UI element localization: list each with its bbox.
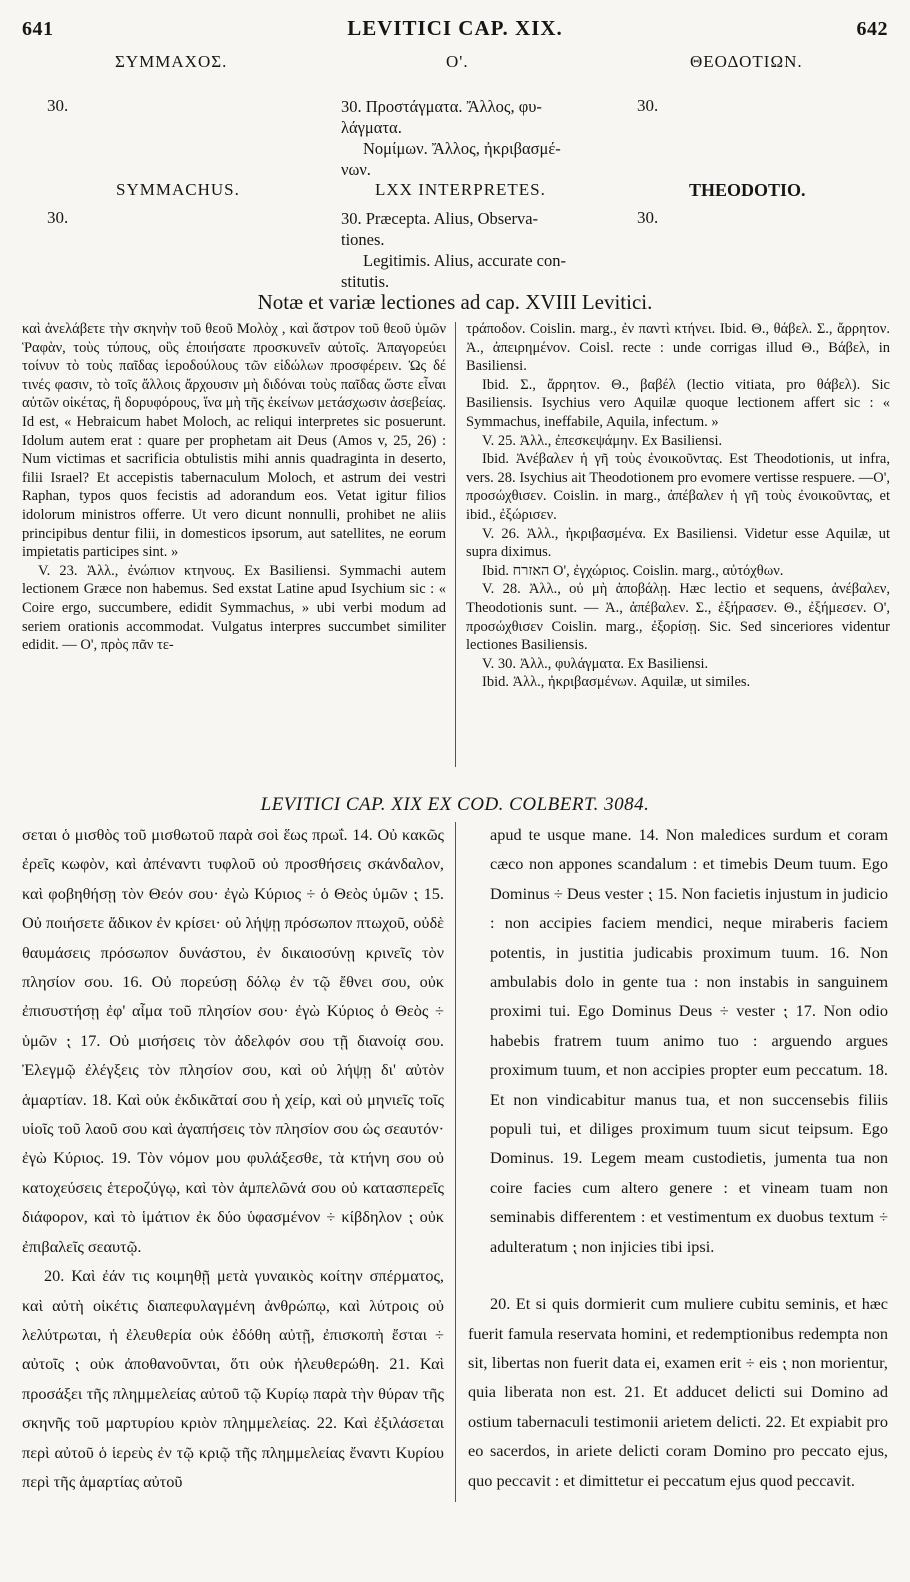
note-paragraph: Ibid. Σ., ἄρρητον. Θ., βαβέλ (lectio vitiata, pro θάβελ). Sic Basiliensis. Isychius vero Aquilæ quoque lectionem affert sic : « Symmachus, ineffabile, Aquila, infectum. »	[466, 376, 890, 430]
hexa-line: 30. Præcepta. Alius, Observa-	[341, 209, 539, 228]
colbert-title: LEVITICI CAP. XIX EX COD. COLBERT. 3084.	[260, 794, 650, 815]
greek-head-theodotion: ΘΕΟΔΟΤΙΩΝ.	[690, 52, 803, 71]
notes-column-divider	[455, 322, 456, 767]
hexa-line: λάγματα.	[341, 118, 402, 137]
note-paragraph: V. 25. Ἀλλ., ἐπεσκεψάμην. Ex Basiliensi.	[482, 432, 723, 449]
greek-head-symmachus: ΣΥΜΜΑΧΟΣ.	[115, 52, 228, 71]
greek-verse-num-symmachus: 30.	[47, 96, 69, 115]
greek-paragraph: 20. Καὶ ἐάν τις κοιμηθῇ μετὰ γυναικὸς κοίτην σπέρματος, καὶ αὐτὴ οἰκέτις διαπεφυλαγμένη ἀνθρώπῳ, καὶ λύτροις οὐ λελύτρωται, ἡ ἐλευθερία οὐκ ἐδόθη αὐτῇ, ἐπισκοπὴ ἔσται ÷ αὐτοῖς ⁏ οὐκ ἀποθανοῦνται, ὅτι οὐκ ἠλευθερώθη. 21. Καὶ προσάξει τῆς πλημμελείας αὐτοῦ τῷ Κυρίῳ παρὰ τὴν θύραν τῆς σκηνῆς τοῦ μαρτυρίου κριὸν πλημμελείας. 22. Καὶ ἐξιλάσεται περὶ αὐτοῦ ὁ ἱερεὺς ἐν τῷ κριῷ τῆς πλημμελείας ἔναντι Κυρίου περὶ τῆς ἁμαρτίας αὐτοῦ	[22, 1266, 444, 1491]
note-paragraph: καὶ ἀνελάβετε τὴν σκηνὴν τοῦ θεοῦ Μολὸχ , καὶ ἄστρον τοῦ θεοῦ ὑμῶν Ῥαφὰν, τοὺς τύπους, οὓς ἐποιήσατε προσκυνεῖν αὐτοῖς. Ἀπαγορεύει τοίνυν τὸ τοὺς παῖδας ἱεροδούλους τῶν εἰδώλων προσφέρειν. Ὡς δέ τινές φασιν, τὸ τοῖς ἄλλοις ἄρχουσιν μὴ διδόναι τοὺς παῖδας ὥστε εἶναι αὐτῶν οἰκέτας, ἢ δορυφόρους, ἵνα μὴ τῆς ἐκείνων μετάσχωσιν ἀσεβείας. Id est, « Hebraicum habet Moloch, ac reliqui interpretes sic posuerunt. Idolum autem erat : quare per prophetam ait Deus (Amos v, 25, 26) : Num victimas et sacrificia obtulistis mihi annis quadraginta in deserto, filii Israel? Et accepistis tabernaculum Moloch, et astrum dei vestri Raphan, typos quos fecistis ad adorandum eos. Vetat igitur filios idolorum ministros offerre. Ut vero dicunt nonnulli, prohibet ne aliis principibus dentur filii, in domesticos ipsorum, aut satellites, ne eorum impietatis participes sint. »	[22, 321, 446, 561]
greek-paragraph: σεται ὁ μισθὸς τοῦ μισθωτοῦ παρὰ σοὶ ἕως πρωΐ. 14. Οὐ κακῶς ἐρεῖς κωφὸν, καὶ ἀπέναντι τυφλοῦ οὐ προσθήσεις σκάνδαλον, καὶ φοβηθήσῃ τὸν Θεόν σου· ἐγὼ Κύριος ÷ ὁ Θεὸς ὑμῶν ⁏ 15. Οὐ ποιήσετε ἄδικον ἐν κρίσει· οὐ λήψῃ πρόσωπον πτωχοῦ, οὐδὲ θαυμάσεις πρόσωπον δυνάστου, ἐν δικαιοσύνῃ κρινεῖς τὸν πλησίον σου. 16. Οὐ πορεύσῃ δόλῳ ἐν τῷ ἔθνει σου, οὐκ ἐπισυστήσῃ ἐφ' αἷμα τοῦ πλησίον σου· ἐγὼ Κύριος ὁ Θεὸς ÷ ὑμῶν ⁏ 17. Οὐ μισήσεις τὸν ἀδελφόν σου τῇ διανοίᾳ σου. Ἐλεγμῷ ἐλέγξεις τὸν πλησίον σου, καὶ οὐ λήψῃ δι' αὐτὸν ἁμαρτίαν. 18. Καὶ οὐκ ἐκδικᾶταί σου ἡ χείρ, καὶ οὐ μηνιεῖς τοῖς υἱοῖς τοῦ λαοῦ σου καὶ ἀγαπήσεις τὸν πλησίον σου ὡς σεαυτόν· ἐγὼ Κύριος. 19. Τὸν νόμον μου φυλάξεσθε, τὰ κτήνη σου οὐ κατοχεύσεις ἑτεροζύγῳ, καὶ τὸν ἀμπελῶνά σου οὐ κατασπερεῖς διάφορον, καὶ τὸ ἱμάτιον ἐκ δύο ὑφασμένον ÷ κίβδηλον ⁏ οὐκ ἐπιβαλεῖς σεαυτῷ.	[22, 825, 444, 1256]
colbert-column-divider	[455, 822, 456, 1502]
hexa-line: Νομίμων. Ἄλλος, ἠκριβασμέ-	[363, 139, 561, 158]
hexa-line: νων.	[341, 160, 371, 179]
latin-paragraph: apud te usque mane. 14. Non maledices surdum et coram cæco non appones scandalum : et timebis Deum tuum. Ego Dominus ÷ Deus vester ⁏ 15. Non facietis injustum in judicio : non accipies faciem mendici, neque miraberis faciem potentis, in justitia judicabis proximum tuum. 16. Non ambulabis dolo in gente tua : non instabis in sanguinem proximi tui. Ego Dominus Deus ÷ vester ⁏ 17. Non odio habebis fratrem tuum animo tuo : arguendo argues proximum tuum, et non accipies propter eum peccatum. 18. Et non vindicabitur manus tua, et non succensebis filiis populi tui, et diliges proximum tuum sicut teipsum. Ego Dominus. 19. Legem meam custodietis, jumenta tua non coire facies cum altero genere : et vineam tuam non seminabis differentem : et vestimentum ex duobus textum ÷ adulteratum ⁏ non injicies tibi ipsi.	[490, 825, 888, 1256]
note-paragraph: Ibid. האזרח Ο', ἐγχώριος. Coislin. marg., αὐτόχθων.	[482, 562, 784, 579]
latin-head-lxx: LXX INTERPRETES.	[375, 180, 546, 199]
notes-title: Notæ et variæ lectiones ad cap. XVIII Levitici.	[257, 290, 653, 314]
page-number-left: 641	[22, 18, 54, 40]
note-paragraph: V. 26. Ἀλλ., ἠκριβασμένα. Ex Basiliensi. Videtur esse Aquilæ, ut supra diximus.	[466, 525, 890, 561]
latin-head-theodotion: THEODOTIO.	[689, 180, 806, 200]
latin-head-symmachus: SYMMACHUS.	[116, 180, 240, 199]
latin-paragraph: 20. Et si quis dormierit cum muliere cubitu seminis, et hæc fuerit famula reservata homini, et redemptionibus redempta non sit, libertas non fuerit data ei, examen erit ÷ eis ⁏ non morientur, quia liberata non est. 21. Et adducet delicti sui Domino ad ostium tabernaculi testimonii arietem delicti. 22. Et expiabit pro eo sacerdos, in ariete delicti coram Domino pro peccato ejus, quo peccavit : et dimittetur ei peccatum ejus quod peccavit.	[468, 1294, 888, 1490]
note-paragraph: V. 30. Ἀλλ., φυλάγματα. Ex Basiliensi.	[482, 655, 709, 672]
greek-lxx-text	[341, 96, 601, 180]
hexa-line: Legitimis. Alius, accurate con-	[363, 251, 566, 270]
latin-lxx-text	[341, 208, 601, 292]
greek-head-lxx: Ο'.	[446, 52, 469, 71]
running-title: LEVITICI CAP. XIX.	[347, 16, 563, 40]
latin-verse-num-symmachus: 30.	[47, 208, 69, 227]
page-number-right: 642	[856, 18, 888, 40]
latin-verse-num-theodotion: 30.	[637, 208, 659, 227]
colbert-greek-column	[22, 820, 444, 1496]
note-paragraph: V. 23. Ἀλλ., ἐνώπιον κτηνους. Ex Basiliensi. Symmachi autem lectionem Græce non habemus. Sed exstat Latine apud Isychium sic : « Coire ergo, succumbere, edidit Symmachus, » ubi verbi modum ad seriem orationis accommodat. Vulgatus interpres succumbet similiter edidit. — Ο', πρὸς πᾶν τε-	[22, 562, 446, 654]
notes-left-column	[22, 320, 446, 655]
hexa-line: 30. Προστάγματα. Ἄλλος, φυ-	[341, 97, 542, 116]
hexa-line: tiones.	[341, 230, 385, 249]
hexa-line: stitutis.	[341, 272, 390, 291]
note-paragraph: τράποδον. Coislin. marg., ἐν παντὶ κτήνει. Ibid. Θ., θάβελ. Σ., ἄρρητον. Ἀ., ἀπειρημένον. Coisl. recte : unde corrigas illud Θ., Βάβελ, in Basiliensi.	[466, 321, 890, 375]
greek-verse-num-theodotion: 30.	[637, 96, 659, 115]
note-paragraph: V. 28. Ἀλλ., οὐ μὴ ἀποβάλῃ. Hæc lectio et sequens, ἀνέβαλεν, Theodotionis sunt. — Ἀ., ἀπέβαλεν. Σ., ἐξήρασεν. Θ., ἐξήμεσεν. Ο', προσώχθισεν Coislin. marg., ἐξορίσῃ. Sic. Sed sinceriores videntur lectiones Basiliensis.	[466, 581, 890, 654]
colbert-latin-column	[468, 820, 888, 1495]
note-paragraph: Ibid. Ἀνέβαλεν ἡ γῆ τοὺς ἐνοικοῦντας. Est Theodotionis, ut infra, vers. 28. Isychius ait Theodotionem pro evomere vertisse respuere. —Ο', προσώχθισεν. Coislin. in marg., ἀπέβαλεν ἡ γῆ τοὺς ἐνοικοῦντας, et ibid., ἐξώρισεν.	[466, 451, 890, 523]
notes-right-column	[466, 320, 890, 692]
note-paragraph: Ibid. Ἀλλ., ἠκριβασμένων. Aquilæ, ut similes.	[482, 674, 751, 691]
